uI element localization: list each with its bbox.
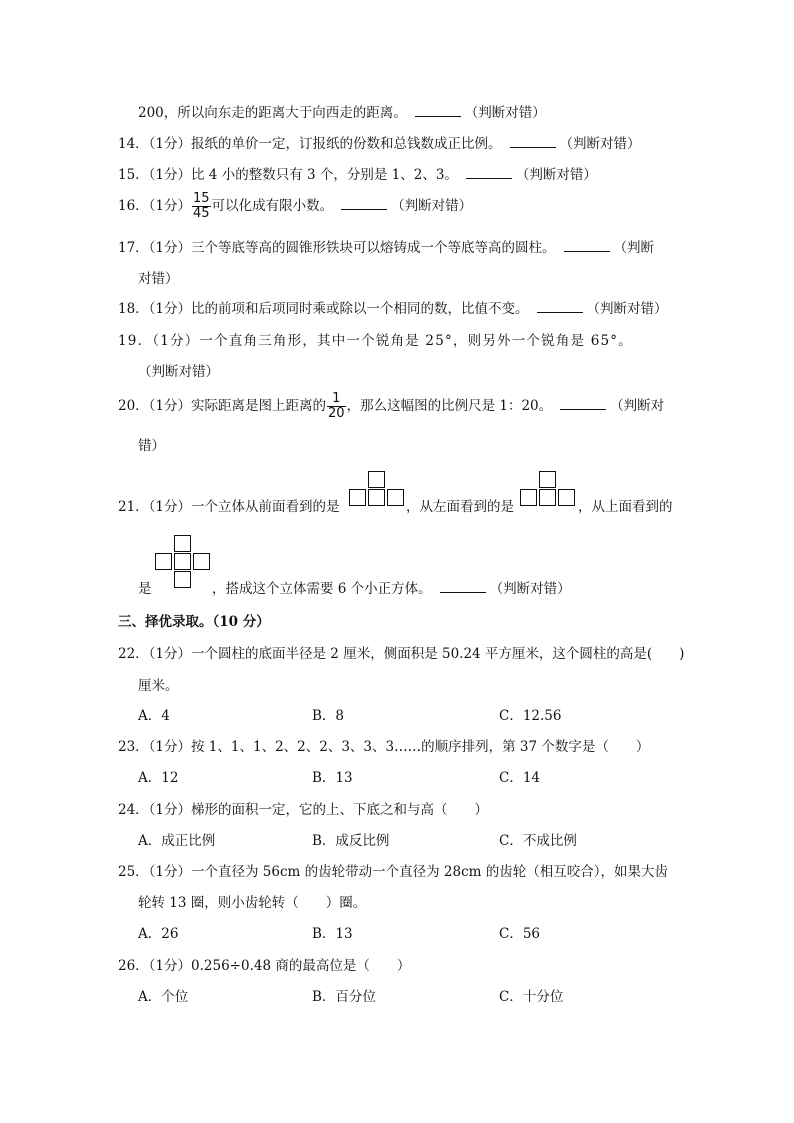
option-c[interactable] <box>499 769 540 787</box>
question-15 <box>118 166 597 184</box>
option-label: A．个位 <box>138 989 189 1005</box>
answer-blank[interactable] <box>560 397 606 410</box>
q25-text-2: 轮转 13 圈，则小齿轮转（ ）圈。 <box>138 895 367 911</box>
answer-blank[interactable] <box>510 135 556 148</box>
q24-text: 24．（1分）梯形的面积一定，它的上、下底之和与高（ ） <box>118 802 489 818</box>
judge-label: （判断对错） <box>586 301 668 317</box>
question-21-text-a <box>118 498 340 516</box>
q16-text: 可以化成有限小数。 <box>211 198 334 214</box>
option-c[interactable] <box>499 925 540 943</box>
judge-label: （判断对错） <box>559 136 641 152</box>
option-a[interactable] <box>138 707 170 725</box>
judge-label: （判断对错） <box>391 198 473 214</box>
question-19-line1 <box>118 332 633 350</box>
answer-blank[interactable] <box>440 580 486 593</box>
option-a[interactable] <box>138 769 178 787</box>
fraction <box>192 192 211 221</box>
judge-label: （判断对错） <box>138 364 219 380</box>
question-19-line2 <box>138 363 219 381</box>
option-b[interactable] <box>312 769 353 787</box>
judge-label-part2: 错） <box>138 438 165 454</box>
option-c[interactable] <box>499 832 577 850</box>
answer-blank[interactable] <box>341 197 387 210</box>
answer-blank[interactable] <box>564 239 610 252</box>
option-label: B．13 <box>312 926 353 942</box>
q16-prefix: 16．（1分） <box>118 198 192 214</box>
question-26 <box>118 957 410 975</box>
q21-text-a: 21．（1分）一个立体从前面看到的是 <box>118 499 340 515</box>
option-label: A．成正比例 <box>138 833 216 849</box>
fraction-denominator: 45 <box>193 206 210 221</box>
fraction-numerator: 15 <box>193 191 210 206</box>
judge-label: （判断对错） <box>464 105 546 121</box>
front-view-figure <box>349 471 405 507</box>
q13-tail-text: 200，所以向东走的距离大于向西走的距离。 <box>138 105 407 121</box>
option-c[interactable] <box>499 988 563 1006</box>
option-label: C．十分位 <box>499 989 564 1005</box>
left-view-figure <box>520 471 576 507</box>
answer-blank[interactable] <box>415 104 461 117</box>
option-label: C．56 <box>499 926 541 942</box>
question-21-text-e <box>212 580 571 598</box>
question-17-line2 <box>138 270 179 288</box>
fraction-denominator: 20 <box>328 406 345 421</box>
option-b[interactable] <box>312 832 389 850</box>
option-label: A．4 <box>138 708 170 724</box>
question-14 <box>118 135 641 153</box>
judge-label: （判断对错） <box>489 581 571 597</box>
judge-label: （判断对错） <box>515 167 597 183</box>
option-c[interactable] <box>499 707 561 725</box>
option-label: A．26 <box>138 926 179 942</box>
q21-text-c: ，从上面看到的 <box>578 499 673 515</box>
q20-text: ，那么这幅图的比例尺是 1：20。 <box>346 398 553 414</box>
judge-label-part2: 对错） <box>138 271 179 287</box>
judge-label-part1: （判断对 <box>610 398 665 414</box>
judge-label-part1: （判断 <box>613 240 655 256</box>
option-b[interactable] <box>312 925 353 943</box>
question-20-line1 <box>118 392 664 421</box>
question-25-line1 <box>118 863 668 881</box>
option-label: C．12.56 <box>499 708 562 724</box>
option-b[interactable] <box>312 707 344 725</box>
top-view-figure <box>155 535 211 589</box>
q22-text-2: 厘米。 <box>138 678 179 694</box>
q23-text: 23．（1分）按 1、1、1、2、2、2、3、3、3……的顺序排列，第 37 个数字是（ ） <box>118 739 650 755</box>
question-24 <box>118 801 488 819</box>
q15-text: 15．（1分）比 4 小的整数只有 3 个，分别是 1、2、3。 <box>118 167 458 183</box>
option-label: C．不成比例 <box>499 833 577 849</box>
q22-text: 22．（1分）一个圆柱的底面半径是 2 厘米，侧面积是 50.24 平方厘米，这个圆柱的高是( ) <box>118 646 685 662</box>
q17-text: 17．（1分）三个等底等高的圆锥形铁块可以熔铸成一个等底等高的圆柱。 <box>118 240 556 256</box>
option-label: B．8 <box>312 708 345 724</box>
fraction-numerator: 1 <box>327 392 346 407</box>
q21-text-b: ，从左面看到的是 <box>406 499 514 515</box>
q26-text: 26．（1分）0.256÷0.48 商的最高位是（ ） <box>118 958 411 974</box>
q25-text: 25．（1分）一个直径为 56cm 的齿轮带动一个直径为 28cm 的齿轮（相互咬合），如果大齿 <box>118 864 669 880</box>
question-21-text-b <box>406 498 514 516</box>
answer-blank[interactable] <box>537 300 583 313</box>
option-b[interactable] <box>312 988 376 1006</box>
option-label: A．12 <box>138 770 179 786</box>
question-22-line1 <box>118 645 684 663</box>
question-21-text-d <box>138 580 152 598</box>
option-label: B．13 <box>312 770 353 786</box>
question-23 <box>118 738 649 756</box>
q19-text: 19．（1分）一个直角三角形，其中一个锐角是 25°，则另外一个锐角是 65°。 <box>118 333 633 349</box>
answer-blank[interactable] <box>466 166 512 179</box>
q18-text: 18．（1分）比的前项和后项同时乘或除以一个相同的数，比值不变。 <box>118 301 529 317</box>
option-label: B．成反比例 <box>312 833 390 849</box>
question-18 <box>118 300 668 318</box>
q21-text-e: ，搭成这个立体需要 6 个小正方体。 <box>212 581 432 597</box>
q20-prefix: 20．（1分）实际距离是图上距离的 <box>118 398 327 414</box>
question-21-text-c <box>578 498 673 516</box>
option-a[interactable] <box>138 925 178 943</box>
question-16 <box>118 192 472 221</box>
fraction <box>327 392 346 421</box>
q21-text-d: 是 <box>138 581 152 597</box>
option-label: C．14 <box>499 770 541 786</box>
q14-text: 14．（1分）报纸的单价一定，订报纸的份数和总钱数成正比例。 <box>118 136 502 152</box>
option-a[interactable] <box>138 832 215 850</box>
question-22-line2 <box>138 677 179 695</box>
section-title: 三、择优录取。（10 分） <box>118 614 270 630</box>
question-25-line2 <box>138 894 366 912</box>
section-heading <box>118 613 270 631</box>
option-label: B．百分位 <box>312 989 376 1005</box>
question-17-line1 <box>118 239 654 257</box>
option-a[interactable] <box>138 988 188 1006</box>
question-20-line2 <box>138 437 165 455</box>
q13-tail-line <box>138 104 546 122</box>
